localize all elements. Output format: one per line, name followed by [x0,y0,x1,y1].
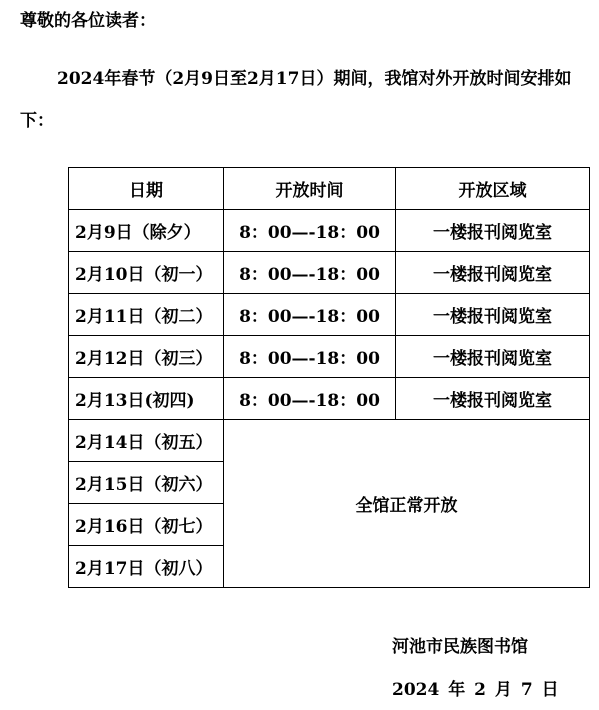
table-row [69,252,590,294]
cell-date: 2月9日（除夕） [69,210,224,252]
header-date: 日期 [69,168,224,210]
cell-area: 一楼报刊阅览室 [396,252,590,294]
cell-date: 2月11日（初二） [69,294,224,336]
signature-date: 2024 年 2 月 7 日 [392,680,559,700]
table-header-row [69,168,590,210]
table-row [69,378,590,420]
header-area: 开放区域 [396,168,590,210]
cell-date: 2月17日（初八） [69,546,224,588]
cell-date: 2月15日（初六） [69,462,224,504]
cell-time: 8：00—-18：00 [224,294,396,336]
cell-area: 一楼报刊阅览室 [396,210,590,252]
intro-paragraph: 2024年春节（2月9日至2月17日）期间，我馆对外开放时间安排如下： [20,69,572,131]
cell-time: 8：00—-18：00 [224,378,396,420]
cell-date: 2月12日（初三） [69,336,224,378]
merged-open-cell: 全馆正常开放 [224,420,590,588]
schedule-table [68,167,590,588]
cell-area: 一楼报刊阅览室 [396,336,590,378]
cell-date: 2月16日（初七） [69,504,224,546]
table-row [69,336,590,378]
signature-organization: 河池市民族图书馆 [392,637,528,657]
greeting: 尊敬的各位读者： [20,11,156,31]
cell-area: 一楼报刊阅览室 [396,378,590,420]
cell-date: 2月10日（初一） [69,252,224,294]
cell-time: 8：00—-18：00 [224,336,396,378]
cell-date: 2月13日(初四) [69,378,224,420]
cell-time: 8：00—-18：00 [224,252,396,294]
table-row [69,210,590,252]
cell-area: 一楼报刊阅览室 [396,294,590,336]
table-row [69,294,590,336]
cell-time: 8：00—-18：00 [224,210,396,252]
cell-date: 2月14日（初五） [69,420,224,462]
table-row [69,420,590,462]
header-time: 开放时间 [224,168,396,210]
